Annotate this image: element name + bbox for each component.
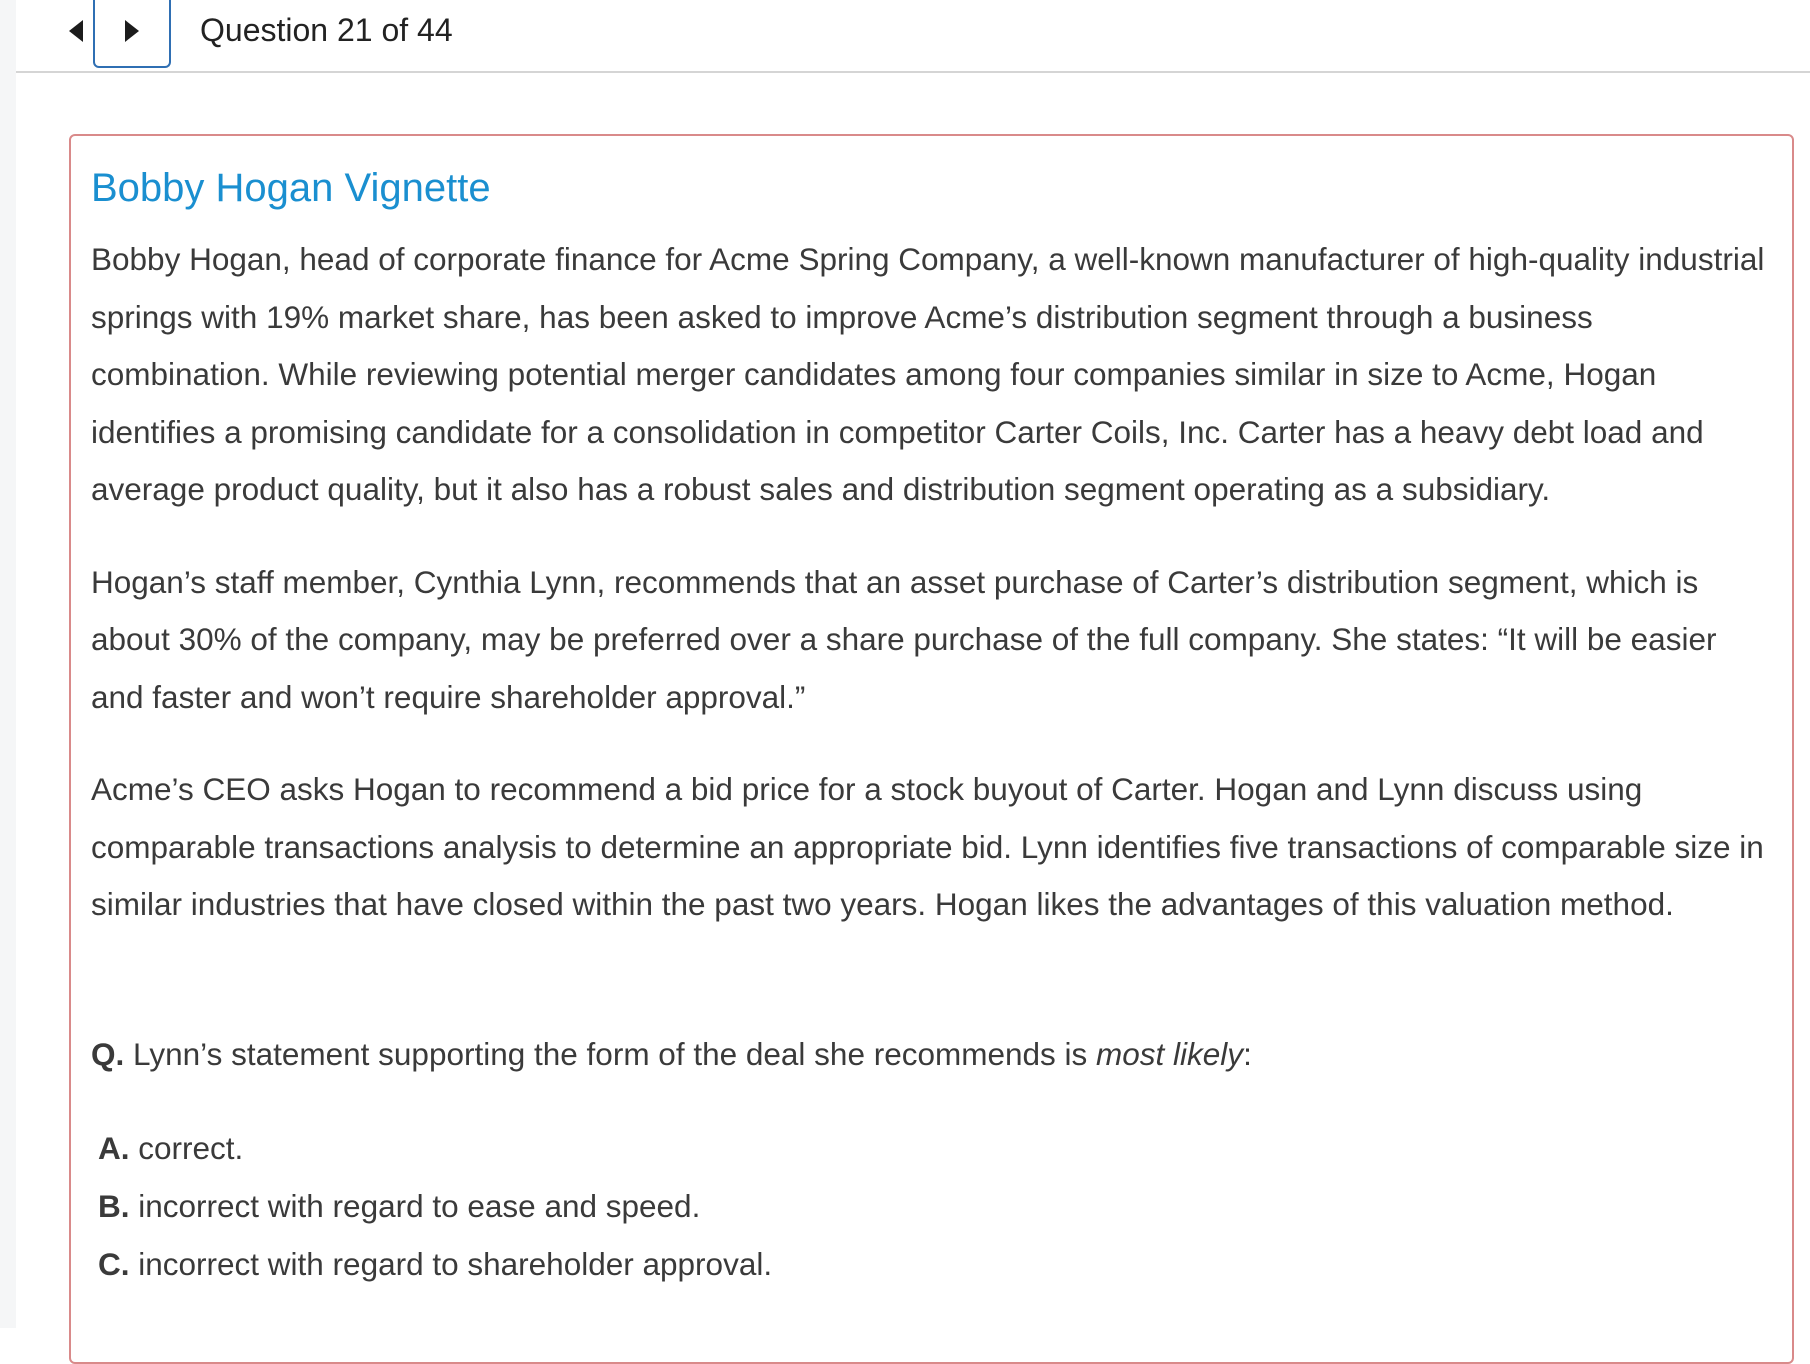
question-nav-bar: [16, 0, 1810, 73]
option-letter: B.: [98, 1188, 130, 1224]
option-letter: C.: [98, 1246, 130, 1282]
question-text: Lynn’s statement supporting the form of the deal she recommends is: [124, 1036, 1097, 1072]
vignette-paragraph: Hogan’s staff member, Cynthia Lynn, recommends that an asset purchase of Carter’s distribution segment, which is about 30% of the company, may be preferred over a share purchase of the full company. She states: “It will be easier and faster and won’t require shareholder approval.”: [91, 563, 1717, 715]
vignette-title: Bobby Hogan Vignette: [91, 166, 491, 210]
vignette-body: [91, 231, 1771, 969]
vignette-paragraph: Bobby Hogan, head of corporate finance for Acme Spring Company, a well-known manufacturer of high-quality industrial springs with 19% market share, has been asked to improve Acme’s distribution segment through a business combination. While reviewing potential merger candidates among four companies similar in size to Acme, Hogan identifies a promising candidate for a consolidation in competitor Carter Coils, Inc. Carter has a heavy debt load and average product quality, but it also has a robust sales and distribution segment operating as a subsidiary.: [91, 241, 1765, 507]
question-emphasis: most likely: [1096, 1036, 1244, 1072]
question-counter: Question 21 of 44: [200, 12, 453, 48]
answer-option-a[interactable]: [98, 1119, 1768, 1177]
next-question-button[interactable]: [93, 0, 171, 68]
answer-options: [98, 1119, 1768, 1293]
option-letter: A.: [98, 1130, 130, 1166]
vignette-panel: [69, 134, 1794, 1364]
option-text: correct.: [129, 1130, 244, 1166]
left-rail: [0, 0, 16, 1328]
question-stem: [91, 1026, 1771, 1083]
question-text-end: :: [1243, 1036, 1252, 1072]
option-text: incorrect with regard to ease and speed.: [129, 1188, 701, 1224]
option-text: incorrect with regard to shareholder approval.: [129, 1246, 773, 1282]
answer-option-b[interactable]: [98, 1177, 1768, 1235]
answer-option-c[interactable]: [98, 1235, 1768, 1293]
vignette-paragraph: Acme’s CEO asks Hogan to recommend a bid price for a stock buyout of Carter. Hogan and Lynn discuss using comparable transactions analysis to determine an appropriate bid. Lynn identifies five transactions of comparable size in similar industries that have closed within the past two years. Hogan likes the advantages of this valuation method.: [91, 771, 1764, 922]
triangle-right-icon: [125, 20, 139, 42]
triangle-left-icon: [69, 20, 83, 42]
question-prefix: Q.: [91, 1036, 125, 1072]
